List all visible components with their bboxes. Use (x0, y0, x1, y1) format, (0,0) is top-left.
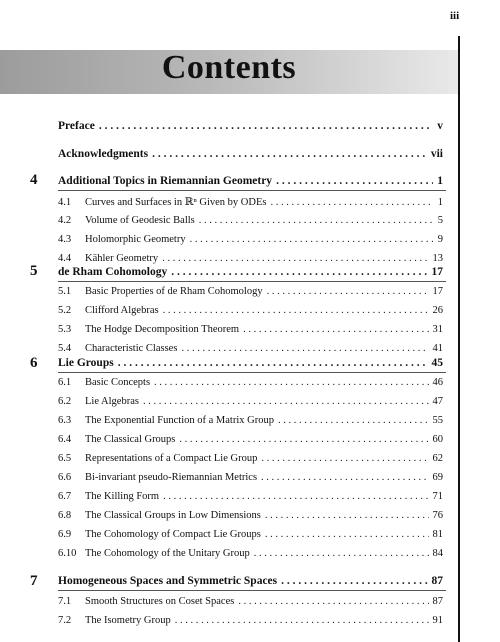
section-number: 6.5 (58, 453, 72, 464)
section-page: 55 (432, 415, 443, 426)
section-number: 5.3 (58, 324, 72, 335)
section-title: The Killing Form (85, 491, 160, 502)
section-page: 76 (432, 510, 443, 521)
toc-section[interactable] (58, 377, 443, 388)
dot-leader (163, 491, 428, 502)
section-number: 6.3 (58, 415, 72, 426)
section-page: 60 (432, 434, 443, 445)
dot-leader (199, 215, 434, 226)
dot-leader (175, 615, 429, 626)
chapter-rule (58, 372, 446, 373)
dot-leader (278, 415, 429, 426)
toc-section[interactable] (58, 215, 443, 226)
toc-section[interactable] (58, 491, 443, 502)
section-number: 5.4 (58, 343, 72, 354)
section-page: 91 (432, 615, 443, 626)
entry-title: Acknowledgments (58, 148, 149, 160)
page-number: iii (450, 10, 460, 22)
chapter-number: 5 (30, 263, 38, 279)
toc-chapter[interactable] (58, 575, 443, 587)
section-title: Basic Properties of de Rham Cohomology (85, 286, 263, 297)
section-page: 69 (432, 472, 443, 483)
section-title: The Cohomology of the Unitary Group (85, 548, 250, 559)
toc-section[interactable] (58, 324, 443, 335)
section-page: 46 (432, 377, 443, 388)
chapter-number: 6 (30, 355, 38, 371)
toc-section[interactable] (58, 343, 443, 354)
chapter-page: 45 (431, 357, 443, 369)
toc-chapter[interactable] (58, 357, 443, 369)
chapter-number: 4 (30, 172, 38, 188)
section-title: The Hodge Decomposition Theorem (85, 324, 240, 335)
chapter-rule (58, 590, 446, 591)
section-title: Characteristic Classes (85, 343, 178, 354)
page-title: Contents (161, 49, 297, 86)
section-page: 13 (432, 253, 443, 264)
section-page: 71 (432, 491, 443, 502)
toc-section[interactable] (58, 529, 443, 540)
section-page: 81 (432, 529, 443, 540)
toc-section[interactable] (58, 286, 443, 297)
toc-section[interactable] (58, 615, 443, 626)
section-page: 1 (437, 197, 443, 208)
section-number: 7.2 (58, 615, 72, 626)
dot-leader (254, 548, 429, 559)
section-title: Lie Algebras (85, 396, 139, 407)
section-page: 17 (432, 286, 443, 297)
section-title: The Cohomology of Compact Lie Groups (85, 529, 261, 540)
section-number: 6.9 (58, 529, 72, 540)
section-number: 4.3 (58, 234, 72, 245)
section-title: The Classical Groups (85, 434, 176, 445)
dot-leader (261, 453, 428, 464)
section-title: The Classical Groups in Low Dimensions (85, 510, 261, 521)
section-number: 4.2 (58, 215, 72, 226)
section-title: The Exponential Function of a Matrix Group (85, 415, 274, 426)
section-number: 4.1 (58, 197, 72, 208)
chapter-title: Additional Topics in Riemannian Geometry (58, 175, 273, 187)
dot-leader (163, 305, 429, 316)
toc-section[interactable] (58, 472, 443, 483)
section-title: Curves and Surfaces in ℝⁿ Given by ODEs (85, 197, 267, 208)
section-title: Clifford Algebras (85, 305, 159, 316)
chapter-page: 87 (431, 575, 443, 587)
toc-section[interactable] (58, 396, 443, 407)
dot-leader (238, 596, 428, 607)
section-page: 87 (432, 596, 443, 607)
dot-leader (190, 234, 434, 245)
dot-leader (267, 286, 429, 297)
entry-page: v (437, 120, 443, 132)
toc-section[interactable] (58, 196, 443, 208)
section-number: 6.1 (58, 377, 72, 388)
toc-section[interactable] (58, 453, 443, 464)
dot-leader (243, 324, 428, 335)
section-page: 9 (437, 234, 443, 245)
chapter-rule (58, 281, 446, 282)
entry-title: Preface (58, 120, 95, 132)
dot-leader (162, 253, 428, 264)
toc-section[interactable] (58, 548, 443, 559)
margin-rule (458, 36, 460, 642)
section-page: 26 (432, 305, 443, 316)
section-page: 47 (432, 396, 443, 407)
section-page: 62 (432, 453, 443, 464)
section-page: 31 (432, 324, 443, 335)
toc-section[interactable] (58, 510, 443, 521)
section-number: 7.1 (58, 596, 72, 607)
section-page: 41 (432, 343, 443, 354)
chapter-number: 7 (30, 573, 38, 589)
toc-chapter[interactable] (58, 266, 443, 278)
dot-leader (281, 575, 427, 587)
entry-page: vii (430, 148, 443, 160)
toc-section[interactable] (58, 415, 443, 426)
dot-leader (118, 357, 428, 369)
dot-leader (152, 148, 427, 160)
dot-leader (261, 472, 428, 483)
section-title: Volume of Geodesic Balls (85, 215, 195, 226)
dot-leader (143, 396, 429, 407)
toc-section[interactable] (58, 434, 443, 445)
section-title: Smooth Structures on Coset Spaces (85, 596, 235, 607)
section-title: Representations of a Compact Lie Group (85, 453, 258, 464)
toc-entry-preface[interactable] (58, 120, 443, 132)
section-title: Basic Concepts (85, 377, 151, 388)
dot-leader (99, 120, 433, 132)
section-page: 84 (432, 548, 443, 559)
dot-leader (265, 529, 429, 540)
toc-section[interactable] (58, 596, 443, 607)
chapter-title: Homogeneous Spaces and Symmetric Spaces (58, 575, 278, 587)
section-number: 6.7 (58, 491, 72, 502)
section-number: 5.2 (58, 305, 72, 316)
section-number: 6.6 (58, 472, 72, 483)
chapter-page: 17 (431, 266, 443, 278)
section-title: Holomorphic Geometry (85, 234, 186, 245)
toc-section[interactable] (58, 234, 443, 245)
section-number: 6.4 (58, 434, 72, 445)
section-number: 6.8 (58, 510, 72, 521)
toc-chapter[interactable] (58, 175, 443, 187)
chapter-page: 1 (437, 175, 443, 187)
toc-section[interactable] (58, 305, 443, 316)
dot-leader (154, 377, 428, 388)
section-page: 5 (437, 215, 443, 226)
toc-entry-acknowledgments[interactable] (58, 148, 443, 160)
dot-leader (265, 510, 429, 521)
dot-leader (276, 175, 433, 187)
section-number: 4.4 (58, 253, 72, 264)
section-title: Kähler Geometry (85, 253, 159, 264)
section-number: 6.10 (58, 548, 77, 559)
dot-leader (270, 197, 433, 208)
chapter-rule (58, 190, 446, 191)
dot-leader (179, 434, 428, 445)
chapter-title: de Rham Cohomology (58, 266, 168, 278)
section-title: The Isometry Group (85, 615, 171, 626)
section-number: 5.1 (58, 286, 72, 297)
dot-leader (181, 343, 428, 354)
toc-section[interactable] (58, 253, 443, 264)
chapter-title: Lie Groups (58, 357, 114, 369)
section-number: 6.2 (58, 396, 72, 407)
dot-leader (171, 266, 427, 278)
section-title: Bi-invariant pseudo-Riemannian Metrics (85, 472, 258, 483)
